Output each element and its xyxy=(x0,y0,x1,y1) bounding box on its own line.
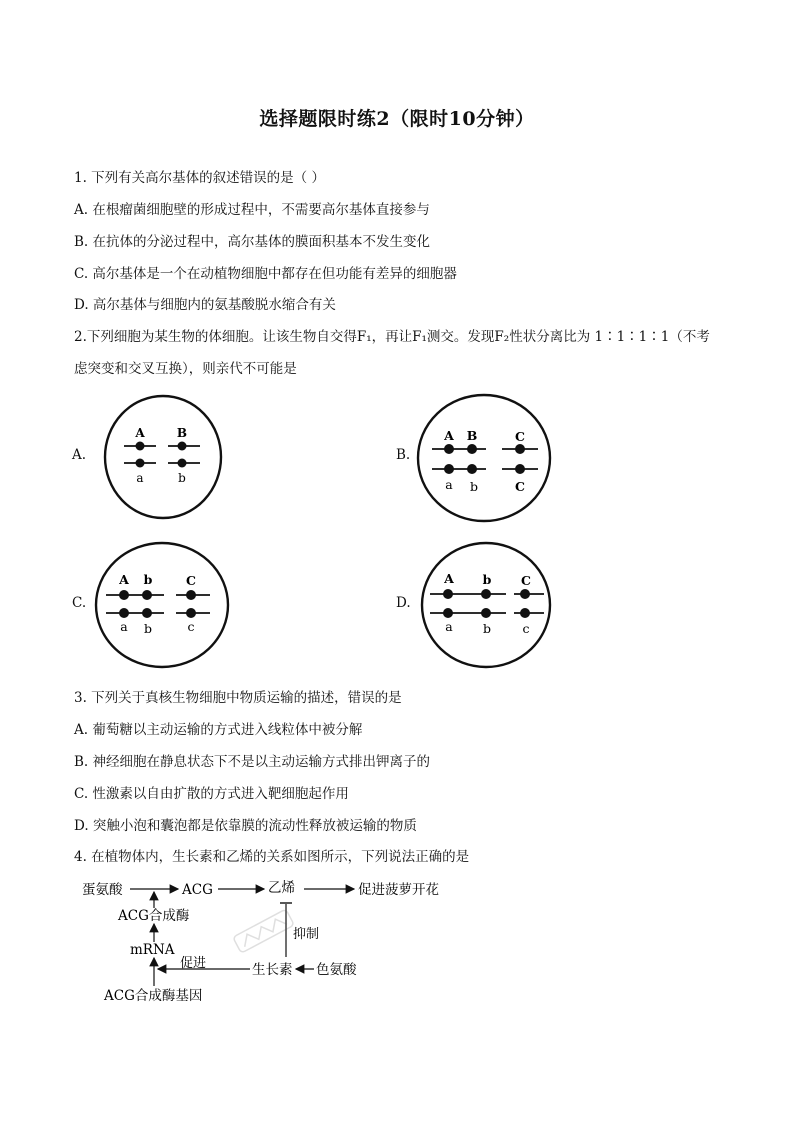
label-promote: 促进 xyxy=(180,956,207,971)
q2-option-c-label[interactable]: C. xyxy=(72,595,87,611)
allele-label: b xyxy=(143,621,153,636)
q1-option-c[interactable]: C. 高尔基体是一个在动植物细胞中都存在但功能有差异的细胞器 xyxy=(74,266,457,282)
allele-label: b xyxy=(482,621,492,636)
allele-label: B xyxy=(466,428,478,443)
node-methionine: 蛋氨酸 xyxy=(82,882,123,898)
q2-cell-b-diagram xyxy=(414,391,554,525)
q2-cell-d-diagram xyxy=(418,539,556,671)
q3-option-d[interactable]: D. 突触小泡和囊泡都是依靠膜的流动性释放被运输的物质 xyxy=(74,818,417,834)
allele-label: a xyxy=(445,619,453,634)
q1-option-d[interactable]: D. 高尔基体与细胞内的氨基酸脱水缩合有关 xyxy=(74,297,336,313)
q3-stem: 3. 下列关于真核生物细胞中物质运输的描述，错误的是 xyxy=(74,690,402,706)
node-tryptophan: 色氨酸 xyxy=(316,962,357,978)
q3-option-a[interactable]: A. 葡萄糖以主动运输的方式进入线粒体中被分解 xyxy=(74,722,363,738)
q2-stem-line2: 虑突变和交叉互换），则亲代不可能是 xyxy=(74,361,297,377)
q4-pathway-diagram xyxy=(74,872,494,1004)
q3-option-c[interactable]: C. 性激素以自由扩散的方式进入靶细胞起作用 xyxy=(74,786,349,802)
q2-option-d-label[interactable]: D. xyxy=(396,595,411,611)
q2-option-a-label[interactable]: A. xyxy=(72,447,87,463)
allele-label: b xyxy=(178,471,186,485)
node-acg-synthase: ACG合成酶 xyxy=(118,908,190,924)
q1-option-a[interactable]: A. 在根瘤菌细胞壁的形成过程中，不需要高尔基体直接参与 xyxy=(74,202,430,218)
allele-label: C xyxy=(515,429,525,444)
node-ethylene: 乙烯 xyxy=(268,880,295,896)
allele-label: C xyxy=(186,573,196,588)
allele-label: a xyxy=(136,471,144,485)
q2-option-b-label[interactable]: B. xyxy=(396,447,411,463)
label-inhibit: 抑制 xyxy=(293,927,320,942)
allele-label: a xyxy=(445,477,453,492)
node-pineapple-flowering: 促进菠萝开花 xyxy=(358,882,439,898)
node-mrna: mRNA xyxy=(130,942,175,958)
allele-label: b xyxy=(482,572,492,587)
node-auxin: 生长素 xyxy=(252,962,293,978)
allele-label: c xyxy=(522,621,530,636)
allele-label: C xyxy=(515,479,525,494)
allele-label: A xyxy=(135,426,145,440)
allele-label: A xyxy=(444,428,454,443)
allele-label: b xyxy=(469,479,479,494)
allele-label: A xyxy=(119,572,129,587)
watermark-logo xyxy=(233,909,294,953)
q4-stem: 4. 在植物体内，生长素和乙烯的关系如图所示，下列说法正确的是 xyxy=(74,849,470,865)
allele-label: A xyxy=(444,571,454,586)
allele-label: B xyxy=(176,426,188,440)
q2-cell-a-diagram xyxy=(102,393,224,521)
node-acg-synthase-gene: ACG合成酶基因 xyxy=(104,988,203,1004)
page-title: 选择题限时练2（限时10分钟） xyxy=(259,108,535,130)
q3-option-b[interactable]: B. 神经细胞在静息状态下不是以主动运输方式排出钾离子的 xyxy=(74,754,431,770)
allele-label: c xyxy=(187,619,195,634)
allele-label: b xyxy=(143,572,153,587)
q1-option-b[interactable]: B. 在抗体的分泌过程中，高尔基体的膜面积基本不发生变化 xyxy=(74,234,431,250)
node-acg: ACG xyxy=(182,882,213,898)
q2-stem-line1: 2.下列细胞为某生物的体细胞。让该生物自交得F₁，再让F₁测交。发现F₂性状分离比为 1∶1∶1∶1（不考 xyxy=(74,329,710,345)
q1-stem: 1. 下列有关高尔基体的叙述错误的是（ ） xyxy=(74,170,325,186)
q2-cell-c-diagram xyxy=(92,539,232,671)
allele-label: C xyxy=(521,573,531,588)
allele-label: a xyxy=(120,619,128,634)
